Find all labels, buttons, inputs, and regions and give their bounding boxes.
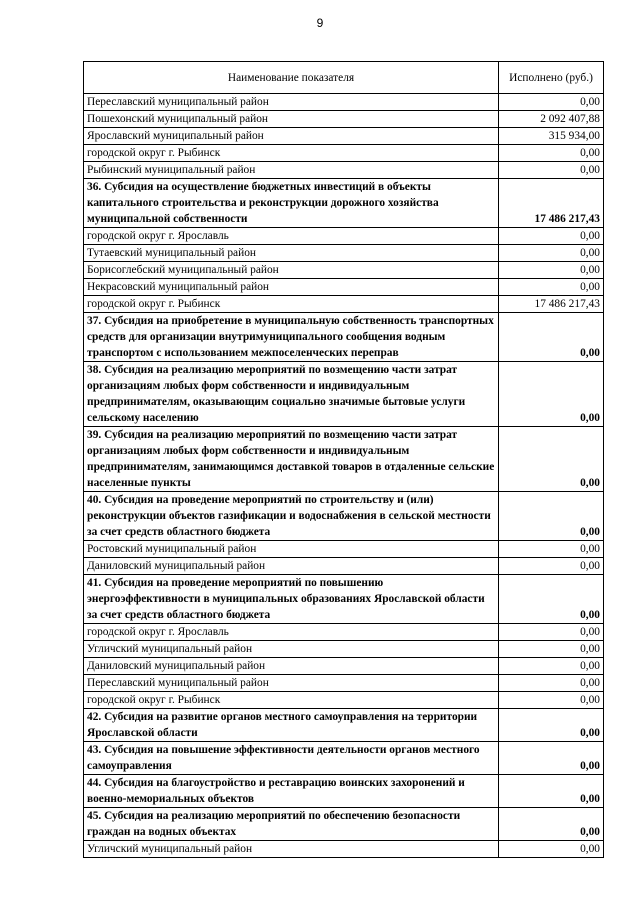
row-indicator-name: Рыбинский муниципальный район <box>84 162 499 179</box>
row-executed-amount: 0,00 <box>499 658 604 675</box>
table-header-row <box>84 62 604 94</box>
subsidy-section-row <box>84 492 604 541</box>
row-indicator-name: 45. Субсидия на реализацию мероприятий по обеспечению безопасности граждан на водных объектах <box>84 808 499 841</box>
row-indicator-name: Тутаевский муниципальный район <box>84 245 499 262</box>
row-executed-amount: 0,00 <box>499 841 604 858</box>
table-row <box>84 94 604 111</box>
row-executed-amount: 17 486 217,43 <box>499 179 604 228</box>
row-executed-amount: 0,00 <box>499 709 604 742</box>
row-indicator-name: 43. Субсидия на повышение эффективности деятельности органов местного самоуправления <box>84 742 499 775</box>
row-executed-amount: 0,00 <box>499 541 604 558</box>
row-executed-amount: 0,00 <box>499 575 604 624</box>
row-executed-amount: 315 934,00 <box>499 128 604 145</box>
subsidy-section-row <box>84 313 604 362</box>
page-number: 9 <box>316 16 324 30</box>
row-indicator-name: городской округ г. Рыбинск <box>84 692 499 709</box>
row-indicator-name: 40. Субсидия на проведение мероприятий по строительству и (или) реконструкции объектов газификации и водоснабжения в сельской местности за счет средств областного бюджета <box>84 492 499 541</box>
row-executed-amount: 0,00 <box>499 228 604 245</box>
row-indicator-name: 39. Субсидия на реализацию мероприятий по возмещению части затрат организациям любых форм собственности и индивидуальным предпринимателям, занимающимся доставкой товаров в отдаленные сельские населенные пункты <box>84 427 499 492</box>
row-indicator-name: Ростовский муниципальный район <box>84 541 499 558</box>
row-indicator-name: городской округ г. Рыбинск <box>84 145 499 162</box>
row-executed-amount: 17 486 217,43 <box>499 296 604 313</box>
table-row <box>84 111 604 128</box>
row-indicator-name: 37. Субсидия на приобретение в муниципальную собственность транспортных средств для организации внутримуниципального сообщения водным транспортом с использованием межпоселенческих переправ <box>84 313 499 362</box>
row-indicator-name: 41. Субсидия на проведение мероприятий по повышению энергоэффективности в муниципальных образованиях Ярославской области за счет средств областного бюджета <box>84 575 499 624</box>
row-executed-amount: 0,00 <box>499 742 604 775</box>
table-row <box>84 541 604 558</box>
row-executed-amount: 0,00 <box>499 675 604 692</box>
table-row <box>84 296 604 313</box>
row-executed-amount: 0,00 <box>499 492 604 541</box>
row-executed-amount: 0,00 <box>499 145 604 162</box>
row-indicator-name: Даниловский муниципальный район <box>84 658 499 675</box>
row-indicator-name: 44. Субсидия на благоустройство и реставрацию воинских захоронений и военно-мемориальных объектов <box>84 775 499 808</box>
row-executed-amount: 0,00 <box>499 427 604 492</box>
row-indicator-name: Пошехонский муниципальный район <box>84 111 499 128</box>
row-executed-amount: 0,00 <box>499 162 604 179</box>
table-row <box>84 558 604 575</box>
header-executed-amount: Исполнено (руб.) <box>499 62 604 94</box>
table-row <box>84 262 604 279</box>
table-row <box>84 692 604 709</box>
row-executed-amount: 0,00 <box>499 808 604 841</box>
subsidy-section-row <box>84 742 604 775</box>
row-indicator-name: 36. Субсидия на осуществление бюджетных инвестиций в объекты капитального строительства и реконструкции дорожного хозяйства муниципальной собственности <box>84 179 499 228</box>
table-row <box>84 162 604 179</box>
row-indicator-name: 38. Субсидия на реализацию мероприятий по возмещению части затрат организациям любых форм собственности и индивидуальным предпринимателям, оказывающим социально значимые бытовые услуги сельскому населению <box>84 362 499 427</box>
subsidy-section-row <box>84 575 604 624</box>
row-executed-amount: 0,00 <box>499 262 604 279</box>
row-executed-amount: 0,00 <box>499 692 604 709</box>
row-executed-amount: 0,00 <box>499 279 604 296</box>
row-indicator-name: Некрасовский муниципальный район <box>84 279 499 296</box>
row-indicator-name: Борисоглебский муниципальный район <box>84 262 499 279</box>
table-row <box>84 145 604 162</box>
subsidy-section-row <box>84 179 604 228</box>
subsidy-section-row <box>84 808 604 841</box>
subsidy-section-row <box>84 362 604 427</box>
row-indicator-name: Угличский муниципальный район <box>84 641 499 658</box>
table-row <box>84 624 604 641</box>
row-indicator-name: городской округ г. Ярославль <box>84 228 499 245</box>
table-row <box>84 245 604 262</box>
row-indicator-name: Ярославский муниципальный район <box>84 128 499 145</box>
row-executed-amount: 0,00 <box>499 641 604 658</box>
row-indicator-name: 42. Субсидия на развитие органов местного самоуправления на территории Ярославской области <box>84 709 499 742</box>
row-executed-amount: 0,00 <box>499 362 604 427</box>
row-indicator-name: Угличский муниципальный район <box>84 841 499 858</box>
row-indicator-name: городской округ г. Ярославль <box>84 624 499 641</box>
row-indicator-name: Переславский муниципальный район <box>84 675 499 692</box>
budget-execution-table <box>83 61 604 858</box>
subsidy-section-row <box>84 775 604 808</box>
table-row <box>84 658 604 675</box>
table-row <box>84 128 604 145</box>
table-row <box>84 279 604 296</box>
subsidy-section-row <box>84 709 604 742</box>
row-executed-amount: 0,00 <box>499 94 604 111</box>
table-body <box>84 94 604 858</box>
subsidy-section-row <box>84 427 604 492</box>
table-row <box>84 641 604 658</box>
header-indicator-name: Наименование показателя <box>84 62 499 94</box>
row-executed-amount: 0,00 <box>499 558 604 575</box>
table-row <box>84 228 604 245</box>
row-executed-amount: 0,00 <box>499 775 604 808</box>
row-indicator-name: Переславский муниципальный район <box>84 94 499 111</box>
row-executed-amount: 2 092 407,88 <box>499 111 604 128</box>
row-indicator-name: городской округ г. Рыбинск <box>84 296 499 313</box>
row-executed-amount: 0,00 <box>499 245 604 262</box>
table-row <box>84 841 604 858</box>
row-indicator-name: Даниловский муниципальный район <box>84 558 499 575</box>
row-executed-amount: 0,00 <box>499 624 604 641</box>
row-executed-amount: 0,00 <box>499 313 604 362</box>
table-row <box>84 675 604 692</box>
